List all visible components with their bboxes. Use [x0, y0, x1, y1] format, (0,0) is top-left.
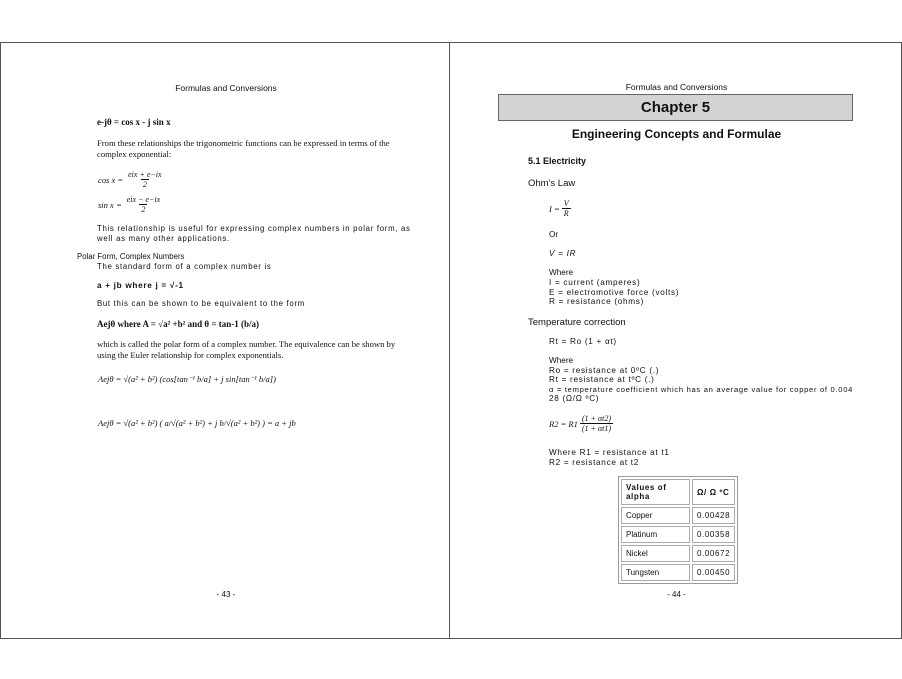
- page-44: [451, 43, 902, 638]
- i-denominator: R: [563, 209, 569, 218]
- paragraph-line: using the Euler relationship for complex exponentials.: [97, 350, 284, 360]
- table-cell: Platinum: [621, 526, 690, 543]
- polar-equation-1: Aejθ = √(a² + b²) (cos[tan⁻¹ b/a] + j sin[tan⁻¹ b/a]): [98, 374, 276, 384]
- euler-identity: e-jθ = cos x - j sin x: [97, 117, 171, 127]
- paragraph-line: complex exponential:: [97, 149, 172, 159]
- sin-denominator: 2: [141, 205, 146, 214]
- page-number: - 44 -: [667, 590, 686, 599]
- page-header: Formulas and Conversions: [175, 83, 277, 93]
- where-label: Where: [549, 268, 574, 277]
- table-header-cell: Values of alpha: [621, 479, 690, 505]
- table-cell: Copper: [621, 507, 690, 524]
- r2-lhs: R2 = R1: [549, 418, 578, 429]
- where-label: Where: [549, 356, 574, 365]
- table-cell: 0.00358: [692, 526, 735, 543]
- sin-fraction: [125, 195, 162, 214]
- document-spread: [0, 42, 902, 639]
- table-row: [621, 564, 735, 581]
- i-numerator: V: [563, 199, 569, 208]
- paragraph-line: From these relationships the trigonometric functions can be expressed in terms of the: [97, 138, 390, 148]
- page-43: [0, 43, 450, 638]
- complex-standard-form: a + jb where j = √-1: [97, 281, 184, 290]
- table-header-row: [621, 479, 735, 505]
- cos-denominator: 2: [142, 180, 147, 189]
- ohms-law-formula: [549, 199, 571, 218]
- r2-denominator: (1 + αt1): [581, 424, 612, 433]
- v-equation: V = IR: [549, 249, 577, 258]
- subsection-heading: Temperature correction: [528, 317, 626, 328]
- paragraph-line: The standard form of a complex number is: [97, 262, 272, 271]
- i-fraction: [562, 199, 571, 218]
- definition-line: Ro = resistance at 0ºC (.): [549, 366, 660, 375]
- definition-line: R = resistance (ohms): [549, 297, 645, 306]
- table-cell: Tungsten: [621, 564, 690, 581]
- sin-numerator: eix − e−ix: [126, 195, 161, 204]
- definition-line: Where R1 = resistance at t1: [549, 448, 670, 457]
- cos-numerator: eix + e−ix: [128, 170, 162, 179]
- section-heading: 5.1 Electricity: [528, 156, 587, 166]
- page-header: Formulas and Conversions: [625, 82, 728, 92]
- definition-line: I = current (amperes): [549, 278, 641, 287]
- polar-form-definition: Aejθ where A = √a² +b² and θ = tan-1 (b/a): [97, 319, 259, 329]
- table-row: [621, 507, 735, 524]
- table-cell: 0.00672: [692, 545, 735, 562]
- table-cell: 0.00428: [692, 507, 735, 524]
- definition-line: α = temperature coefficient which has an average value for copper of 0.004: [549, 385, 854, 394]
- table-header-cell: Ω/ Ω ºC: [692, 479, 735, 505]
- temperature-equation: Rt = Ro (1 + αt): [549, 337, 617, 346]
- cos-fraction: [126, 170, 163, 189]
- cos-formula: [98, 170, 164, 189]
- chapter-heading: Chapter 5: [498, 94, 853, 121]
- section-label: Polar Form, Complex Numbers: [77, 252, 185, 261]
- r2-fraction: [580, 414, 613, 433]
- definition-line: Rt = resistance at tºC (.): [549, 375, 655, 384]
- table-cell: Nickel: [621, 545, 690, 562]
- r2-numerator: (1 + αt2): [581, 414, 612, 423]
- definition-line: 28 (Ω/Ω ºC): [549, 394, 600, 403]
- definition-line: R2 = resistance at t2: [549, 458, 640, 467]
- page-number: - 43 -: [216, 590, 236, 599]
- resistance-ratio-formula: [549, 414, 613, 433]
- cos-lhs: cos x =: [98, 174, 124, 185]
- definition-line: E = electromotive force (volts): [549, 288, 680, 297]
- paragraph-line: well as many other applications.: [97, 234, 230, 243]
- i-lhs: I =: [549, 203, 560, 214]
- alpha-values-table: [618, 476, 738, 584]
- subsection-heading: Ohm's Law: [528, 178, 576, 189]
- table-cell: 0.00450: [692, 564, 735, 581]
- table-row: [621, 545, 735, 562]
- sin-lhs: sin x =: [98, 199, 122, 210]
- sin-formula: [98, 195, 162, 214]
- paragraph-line: But this can be shown to be equivalent to the form: [97, 299, 305, 308]
- paragraph-line: which is called the polar form of a complex number. The equivalence can be shown by: [97, 339, 396, 349]
- paragraph-line: This relationship is useful for expressing complex numbers in polar form, as: [97, 224, 411, 233]
- polar-equation-2: Aejθ = √(a² + b²) ( a/√(a² + b²) + j b/√(a² + b²) ) = a + jb: [98, 418, 296, 428]
- or-text: Or: [549, 230, 559, 239]
- chapter-title: Engineering Concepts and Formulae: [571, 127, 782, 141]
- table-row: [621, 526, 735, 543]
